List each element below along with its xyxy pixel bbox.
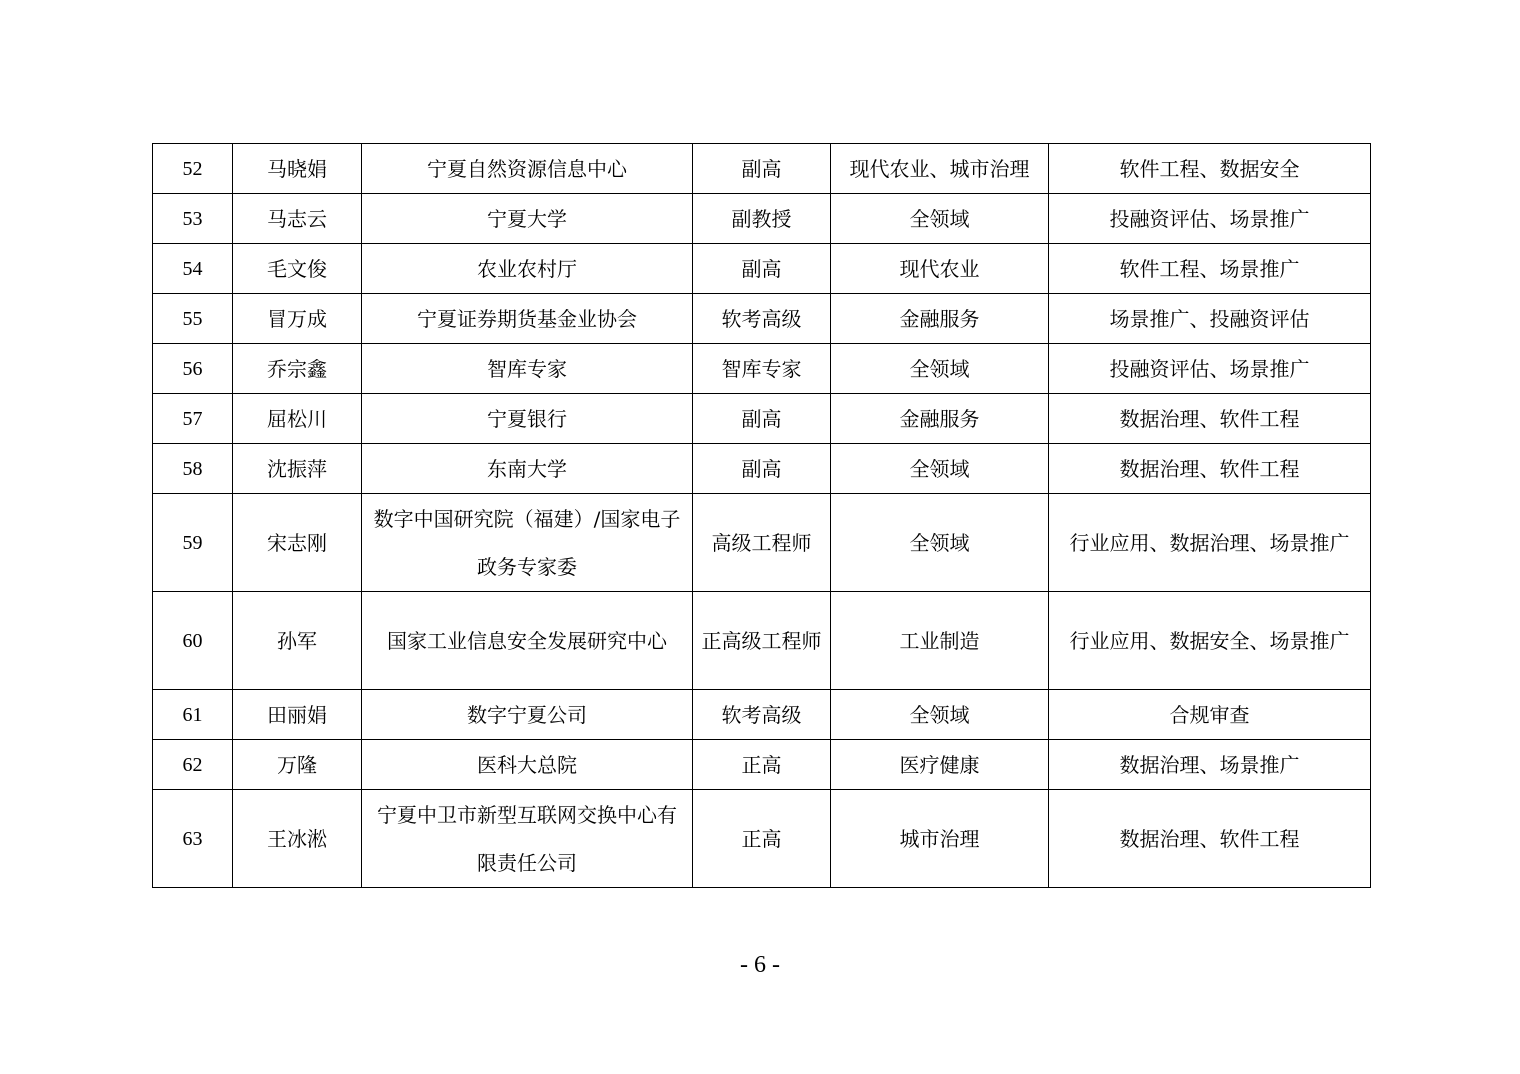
expert-name: 马志云 xyxy=(233,194,362,244)
expert-title: 副高 xyxy=(693,394,831,444)
expert-organization: 农业农村厅 xyxy=(362,244,693,294)
expert-title: 软考高级 xyxy=(693,690,831,740)
expert-specialty: 投融资评估、场景推广 xyxy=(1049,344,1371,394)
expert-organization: 东南大学 xyxy=(362,444,693,494)
expert-name: 乔宗鑫 xyxy=(233,344,362,394)
expert-title: 高级工程师 xyxy=(693,494,831,592)
expert-name: 田丽娟 xyxy=(233,690,362,740)
expert-title: 正高 xyxy=(693,740,831,790)
expert-field: 金融服务 xyxy=(831,294,1049,344)
expert-field: 城市治理 xyxy=(831,790,1049,888)
expert-field: 医疗健康 xyxy=(831,740,1049,790)
expert-field: 金融服务 xyxy=(831,394,1049,444)
row-number: 56 xyxy=(153,344,233,394)
expert-name: 马晓娟 xyxy=(233,144,362,194)
expert-field: 工业制造 xyxy=(831,592,1049,690)
expert-title: 副教授 xyxy=(693,194,831,244)
expert-field: 现代农业 xyxy=(831,244,1049,294)
expert-organization: 数字宁夏公司 xyxy=(362,690,693,740)
expert-field: 全领域 xyxy=(831,444,1049,494)
expert-title: 副高 xyxy=(693,244,831,294)
expert-title: 软考高级 xyxy=(693,294,831,344)
table-row xyxy=(153,444,1371,494)
table-row xyxy=(153,244,1371,294)
table-row xyxy=(153,494,1371,592)
expert-field: 全领域 xyxy=(831,194,1049,244)
expert-specialty: 数据治理、软件工程 xyxy=(1049,394,1371,444)
expert-specialty: 软件工程、场景推广 xyxy=(1049,244,1371,294)
expert-organization: 数字中国研究院（福建）/国家电子政务专家委 xyxy=(362,494,693,592)
row-number: 63 xyxy=(153,790,233,888)
expert-specialty: 数据治理、软件工程 xyxy=(1049,790,1371,888)
expert-specialty: 数据治理、软件工程 xyxy=(1049,444,1371,494)
expert-title: 智库专家 xyxy=(693,344,831,394)
expert-organization: 医科大总院 xyxy=(362,740,693,790)
row-number: 60 xyxy=(153,592,233,690)
table-row xyxy=(153,690,1371,740)
table-row xyxy=(153,294,1371,344)
expert-name: 王冰淞 xyxy=(233,790,362,888)
expert-specialty: 行业应用、数据安全、场景推广 xyxy=(1049,592,1371,690)
expert-title: 正高级工程师 xyxy=(693,592,831,690)
table-row xyxy=(153,740,1371,790)
expert-specialty: 合规审查 xyxy=(1049,690,1371,740)
page-number: - 6 - xyxy=(740,952,780,978)
expert-title: 副高 xyxy=(693,144,831,194)
row-number: 61 xyxy=(153,690,233,740)
expert-specialty: 数据治理、场景推广 xyxy=(1049,740,1371,790)
expert-roster-table xyxy=(152,143,1371,888)
row-number: 58 xyxy=(153,444,233,494)
row-number: 52 xyxy=(153,144,233,194)
expert-name: 毛文俊 xyxy=(233,244,362,294)
expert-title: 副高 xyxy=(693,444,831,494)
expert-organization: 宁夏自然资源信息中心 xyxy=(362,144,693,194)
row-number: 57 xyxy=(153,394,233,444)
expert-name: 宋志刚 xyxy=(233,494,362,592)
expert-organization: 智库专家 xyxy=(362,344,693,394)
table-row xyxy=(153,394,1371,444)
row-number: 55 xyxy=(153,294,233,344)
table-row xyxy=(153,144,1371,194)
expert-organization: 宁夏大学 xyxy=(362,194,693,244)
expert-field: 全领域 xyxy=(831,344,1049,394)
expert-field: 现代农业、城市治理 xyxy=(831,144,1049,194)
expert-organization: 宁夏银行 xyxy=(362,394,693,444)
row-number: 62 xyxy=(153,740,233,790)
expert-organization: 国家工业信息安全发展研究中心 xyxy=(362,592,693,690)
expert-name: 孙军 xyxy=(233,592,362,690)
expert-organization: 宁夏证券期货基金业协会 xyxy=(362,294,693,344)
expert-specialty: 软件工程、数据安全 xyxy=(1049,144,1371,194)
expert-field: 全领域 xyxy=(831,690,1049,740)
expert-specialty: 投融资评估、场景推广 xyxy=(1049,194,1371,244)
table-row xyxy=(153,790,1371,888)
expert-name: 冒万成 xyxy=(233,294,362,344)
expert-organization: 宁夏中卫市新型互联网交换中心有限责任公司 xyxy=(362,790,693,888)
row-number: 59 xyxy=(153,494,233,592)
expert-name: 沈振萍 xyxy=(233,444,362,494)
expert-field: 全领域 xyxy=(831,494,1049,592)
expert-title: 正高 xyxy=(693,790,831,888)
expert-specialty: 行业应用、数据治理、场景推广 xyxy=(1049,494,1371,592)
table-row xyxy=(153,592,1371,690)
table-row xyxy=(153,344,1371,394)
row-number: 53 xyxy=(153,194,233,244)
expert-name: 屈松川 xyxy=(233,394,362,444)
table-row xyxy=(153,194,1371,244)
row-number: 54 xyxy=(153,244,233,294)
expert-name: 万隆 xyxy=(233,740,362,790)
expert-specialty: 场景推广、投融资评估 xyxy=(1049,294,1371,344)
